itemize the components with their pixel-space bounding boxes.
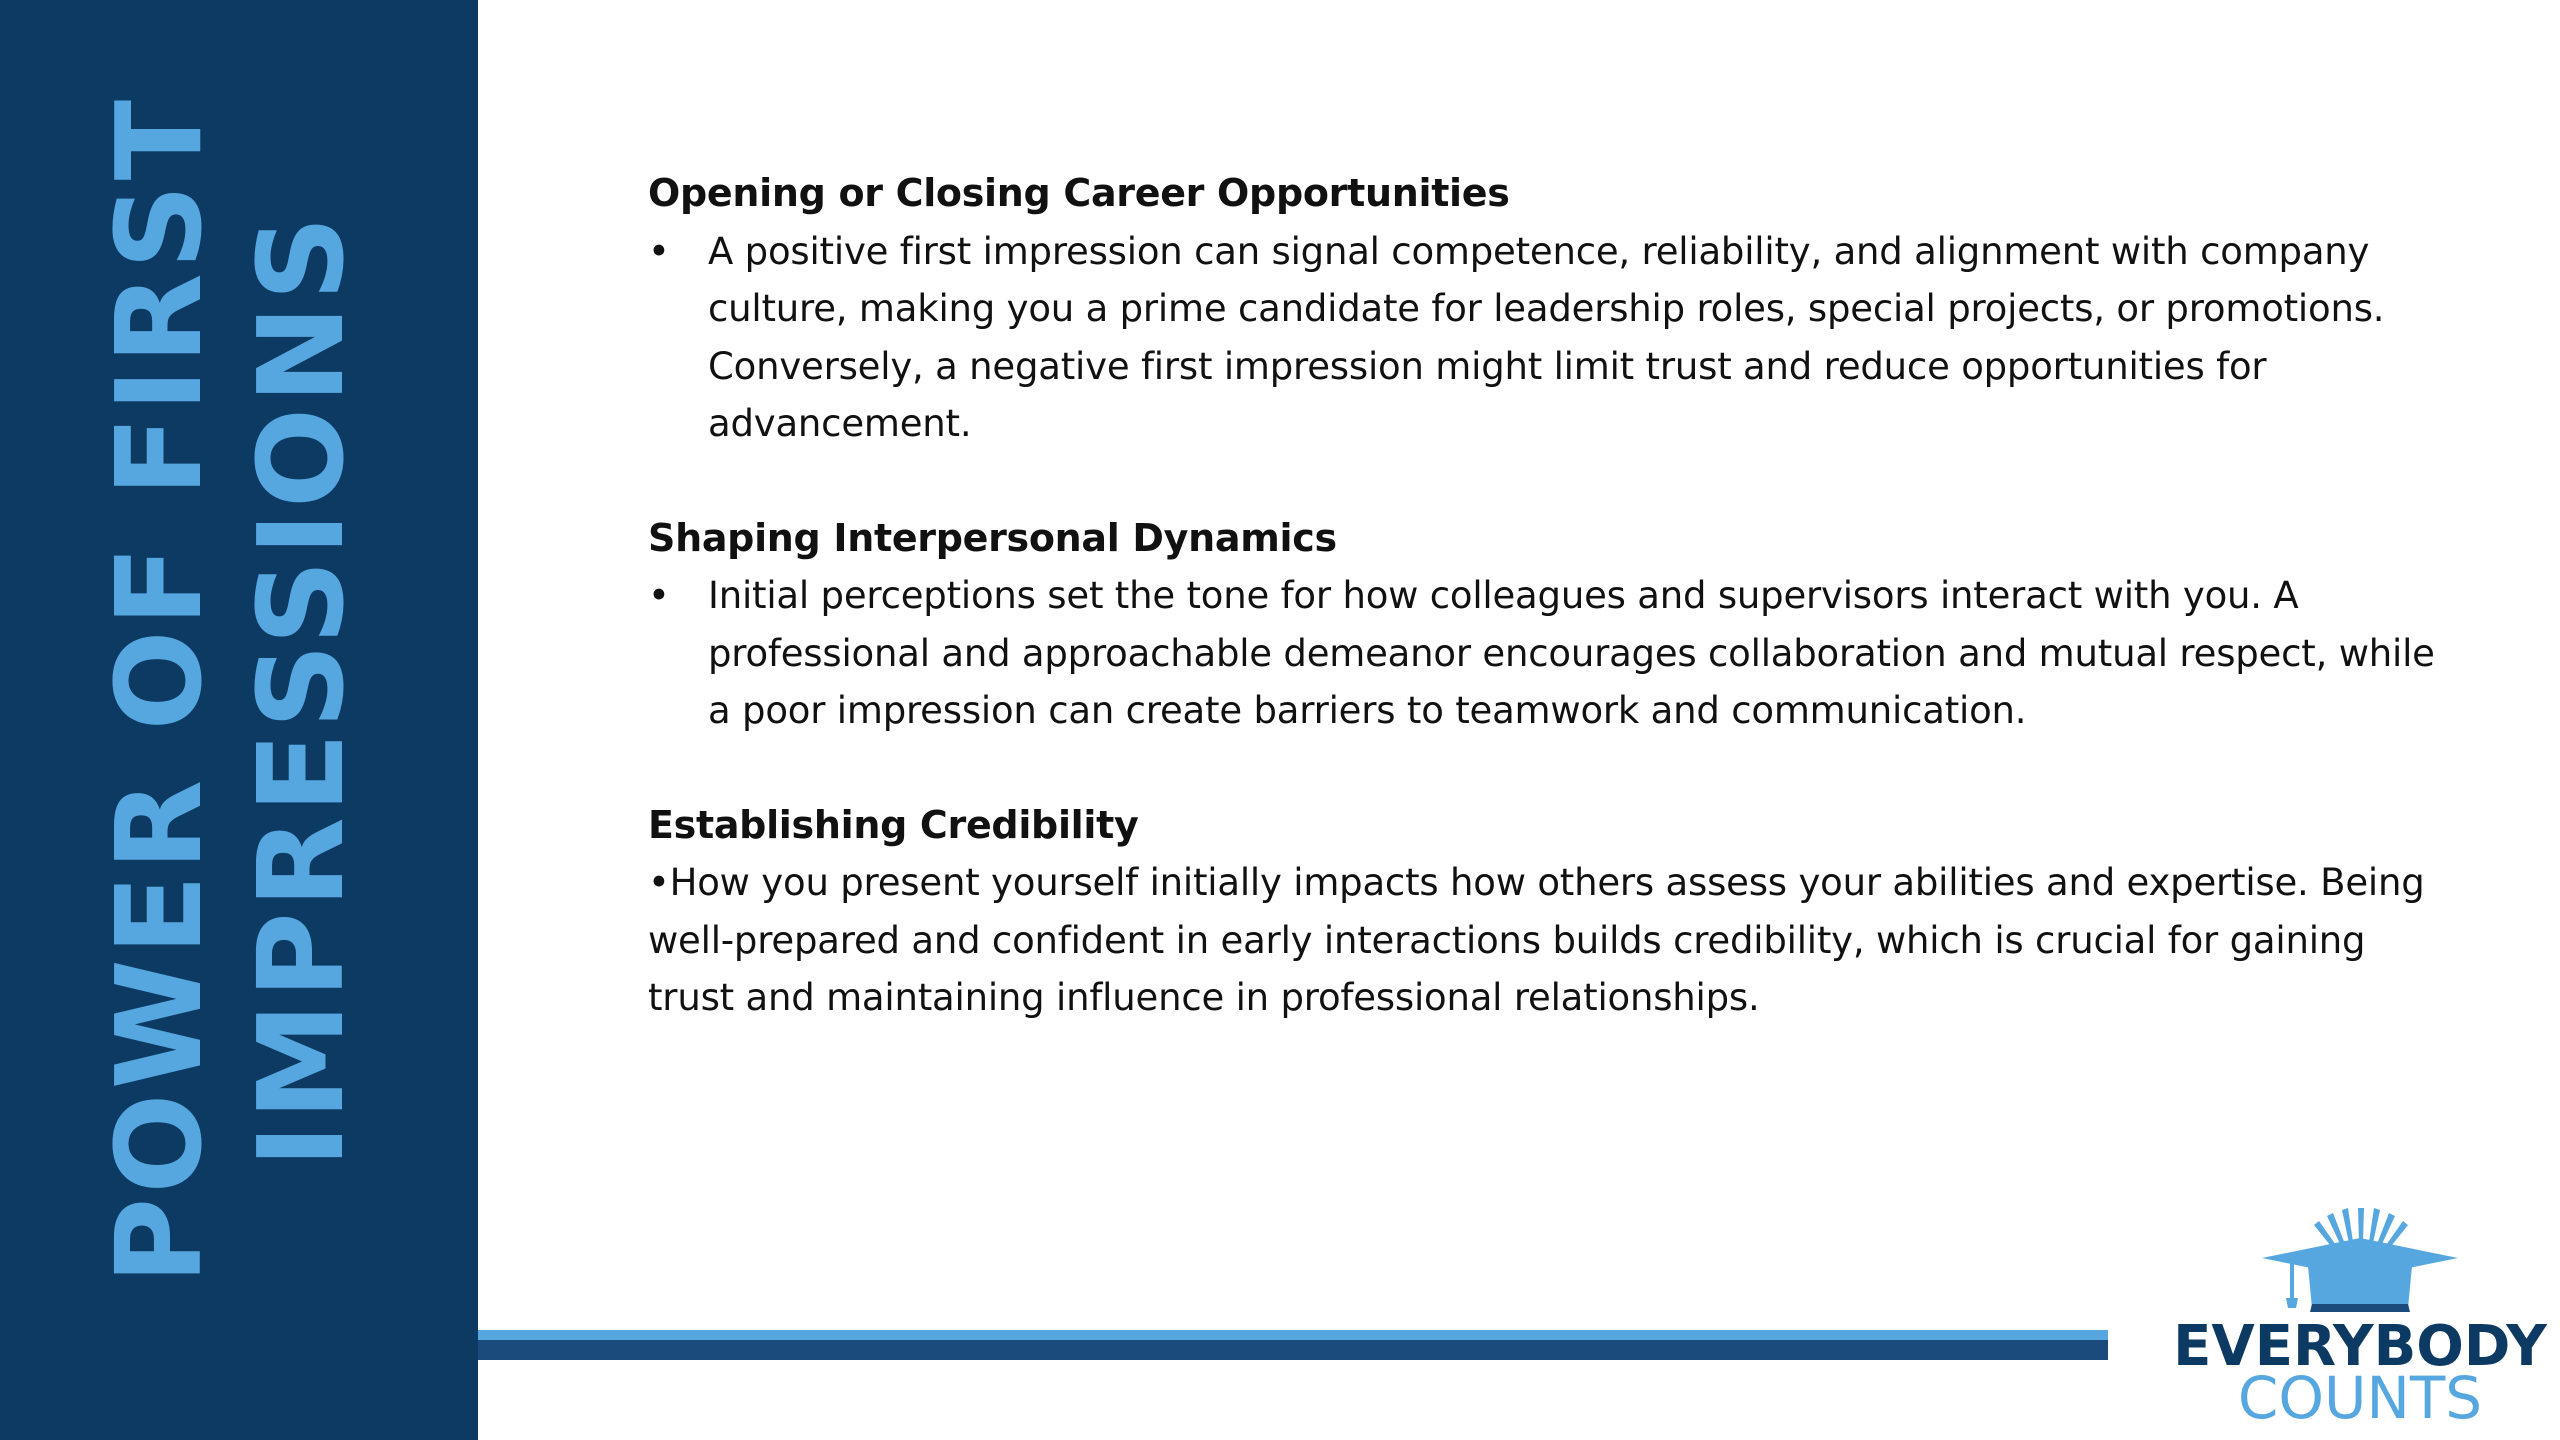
bullet-item — [648, 223, 2448, 453]
section-heading: Shaping Interpersonal Dynamics — [648, 515, 1337, 560]
paragraph-text: •How you present yourself initially impacts how others assess your abilities and expertise. Being well-prepared and confident in early interactions builds credibility, which is crucial for gaining trust and maintaining influence in professional relationships. — [648, 861, 2425, 1019]
footer-bar-light — [478, 1330, 2108, 1340]
section-heading: Opening or Closing Career Opportunities — [648, 171, 1510, 215]
bullet-dot: • — [648, 574, 670, 617]
section-heading: Establishing Credibility — [648, 802, 1139, 847]
slide-content — [648, 165, 2448, 1084]
bullet-text: Initial perceptions set the tone for how colleagues and supervisors interact with you. A professional and approachable demeanor encourages collaboration and mutual respect, while a poor impression can create barriers to teamwork and communication. — [708, 574, 2435, 732]
bullet-item — [648, 567, 2448, 740]
everybody-counts-logo — [2170, 1200, 2550, 1432]
footer-bar-dark — [478, 1340, 2108, 1360]
graduation-cap-icon — [2250, 1200, 2470, 1315]
sidebar-panel — [0, 0, 478, 1440]
section-interpersonal-dynamics — [648, 510, 2448, 740]
logo-text-counts: COUNTS — [2237, 1364, 2483, 1432]
section-credibility — [648, 797, 2448, 1027]
bullet-dot: • — [648, 229, 670, 273]
section-career-opportunities — [648, 165, 2448, 453]
slide-title — [88, 90, 372, 1290]
slide-title-line-2: IMPRESSIONS — [232, 212, 370, 1168]
bullet-text: A positive first impression can signal competence, reliability, and alignment with company culture, making you a prime candidate for leadership roles, special projects, or promotions. Conversely, a negative first impression might limit trust and reduce opportunities for advancement. — [708, 229, 2385, 445]
slide-title-line-1: POWER OF FIRST — [90, 95, 228, 1285]
logo-text-everybody: EVERYBODY — [2173, 1314, 2547, 1379]
